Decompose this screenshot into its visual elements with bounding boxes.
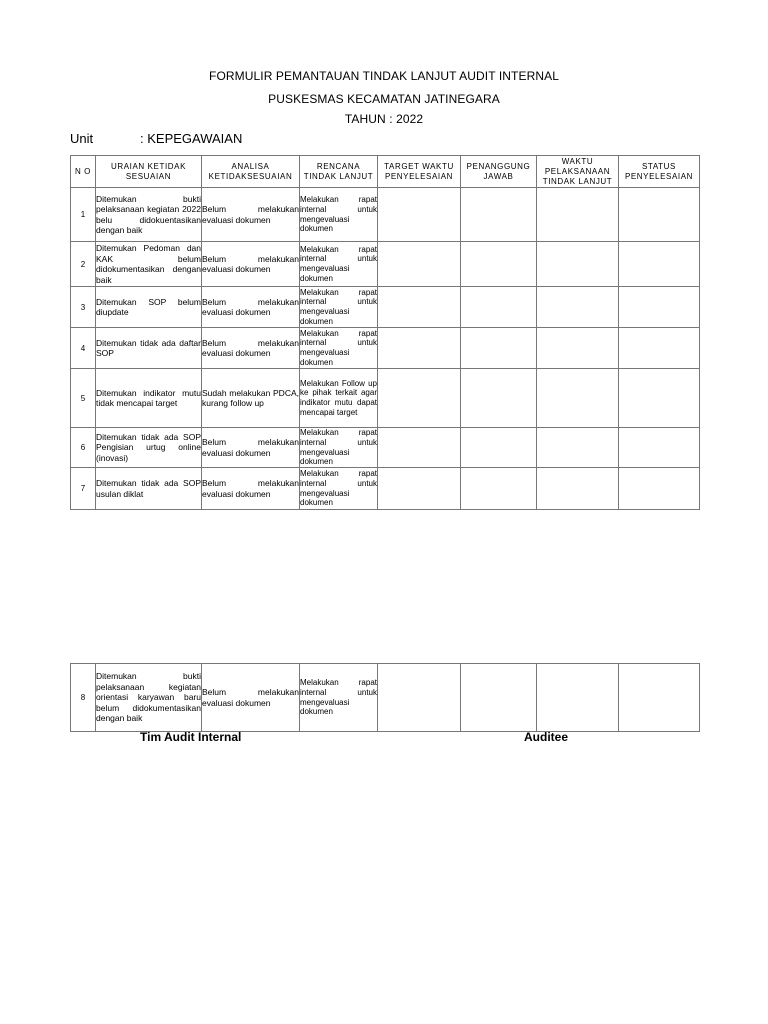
table-row (71, 188, 700, 242)
penanggung-cell (461, 188, 537, 242)
rencana-cell: Melakukan rapat internal untuk mengevaluasi dokumen (300, 664, 378, 732)
audit-table-continued (70, 663, 700, 732)
table-row (71, 287, 700, 328)
col-header-uraian: URAIAN KETIDAK SESUAIAN (96, 156, 202, 188)
uraian-cell: Ditemukan SOP belum diupdate (96, 287, 202, 328)
penanggung-cell (461, 664, 537, 732)
row-number: 5 (71, 369, 96, 428)
penanggung-cell (461, 242, 537, 287)
col-header-status: STATUS PENYELESAIAN (619, 156, 700, 188)
status-cell (619, 664, 700, 732)
rencana-cell: Melakukan rapat internal untuk mengevaluasi dokumen (300, 468, 378, 510)
signature-auditee: Auditee (524, 730, 569, 744)
unit-label: Unit (70, 131, 94, 146)
analisa-cell: Belum melakukan evaluasi dokumen (202, 468, 300, 510)
row-number: 8 (71, 664, 96, 732)
target-cell (378, 664, 461, 732)
analisa-cell: Belum melakukan evaluasi dokumen (202, 328, 300, 369)
status-cell (619, 242, 700, 287)
col-header-waktu: WAKTU PELAKSANAAN TINDAK LANJUT (537, 156, 619, 188)
audit-table (70, 155, 700, 510)
table-row (71, 468, 700, 510)
unit-value: : KEPEGAWAIAN (140, 131, 243, 146)
col-header-no: N O (71, 156, 96, 188)
table-row (71, 369, 700, 428)
waktu-cell (537, 328, 619, 369)
signature-tim-audit: Tim Audit Internal (140, 730, 242, 744)
rencana-cell: Melakukan rapat internal untuk mengevaluasi dokumen (300, 287, 377, 326)
table-row (71, 428, 700, 468)
target-cell (378, 468, 461, 510)
rencana-cell: Melakukan Follow up ke pihak terkait agar indikator mutu dapat mencapai target (300, 369, 378, 428)
analisa-cell: Belum melakukan evaluasi dokumen (202, 242, 300, 287)
analisa-cell: Belum melakukan evaluasi dokumen (202, 428, 300, 468)
uraian-cell: Ditemukan tidak ada SOP Pengisian urtug online (inovasi) (96, 428, 202, 468)
waktu-cell (537, 468, 619, 510)
rencana-cell: Melakukan rapat internal untuk mengevaluasi dokumen (300, 328, 377, 367)
row-number: 1 (71, 188, 96, 242)
analisa-cell: Belum melakukan evaluasi dokumen (202, 664, 300, 732)
col-header-analisa: ANALISA KETIDAKSESUAIAN (202, 156, 300, 188)
analisa-cell: Sudah melakukan PDCA, kurang follow up (202, 369, 300, 428)
status-cell (619, 468, 700, 510)
rencana-cell: Melakukan rapat internal untuk mengevaluasi dokumen (300, 428, 377, 467)
uraian-cell: Ditemukan indikator mutu tidak mencapai target (96, 369, 202, 428)
table-row (71, 328, 700, 369)
status-cell (619, 287, 700, 328)
penanggung-cell (461, 369, 537, 428)
uraian-cell: Ditemukan Pedoman dan KAK belum didokumentasikan dengan baik (96, 243, 201, 285)
target-cell (378, 242, 461, 287)
form-year: TAHUN : 2022 (344, 112, 424, 126)
penanggung-cell (461, 468, 537, 510)
status-cell (619, 188, 700, 242)
table-header-row (71, 156, 700, 188)
target-cell (378, 328, 461, 369)
col-header-penanggung: PENANGGUNG JAWAB (461, 156, 537, 188)
col-header-target: TARGET WAKTU PENYELESAIAN (378, 156, 461, 188)
uraian-cell: Ditemukan tidak ada SOP usulan diklat (96, 468, 202, 510)
row-number: 3 (71, 287, 96, 328)
table-row (71, 242, 700, 287)
status-cell (619, 369, 700, 428)
target-cell (378, 287, 461, 328)
rencana-cell: Melakukan rapat internal untuk mengevaluasi dokumen (300, 242, 378, 287)
rencana-cell: Melakukan rapat internal untuk mengevaluasi dokumen (300, 188, 378, 242)
waktu-cell (537, 664, 619, 732)
table-row (71, 664, 700, 732)
form-title: FORMULIR PEMANTAUAN TINDAK LANJUT AUDIT INTERNAL (209, 69, 559, 83)
row-number: 2 (71, 242, 96, 287)
waktu-cell (537, 369, 619, 428)
status-cell (619, 428, 700, 468)
form-subtitle: PUSKESMAS KECAMATAN JATINEGARA (268, 92, 500, 106)
status-cell (619, 328, 700, 369)
target-cell (378, 188, 461, 242)
analisa-cell: Belum melakukan evaluasi dokumen (202, 287, 300, 328)
penanggung-cell (461, 287, 537, 328)
row-number: 7 (71, 468, 96, 510)
analisa-cell: Belum melakukan evaluasi dokumen (202, 188, 300, 242)
penanggung-cell (461, 328, 537, 369)
waktu-cell (537, 428, 619, 468)
penanggung-cell (461, 428, 537, 468)
waktu-cell (537, 287, 619, 328)
waktu-cell (537, 242, 619, 287)
target-cell (378, 369, 461, 428)
uraian-cell: Ditemukan bukti pelaksanaan kegiatan orientasi karyawan baru belum didokumentasikan dengan baik (96, 664, 202, 732)
row-number: 6 (71, 428, 96, 468)
row-number: 4 (71, 328, 96, 369)
uraian-cell: Ditemukan tidak ada daftar SOP (96, 328, 202, 369)
waktu-cell (537, 188, 619, 242)
uraian-cell: Ditemukan bukti pelaksanaan kegiatan 2022 belu didokuentasikan dengan baik (96, 188, 202, 242)
col-header-rencana: RENCANA TINDAK LANJUT (300, 156, 378, 188)
target-cell (378, 428, 461, 468)
